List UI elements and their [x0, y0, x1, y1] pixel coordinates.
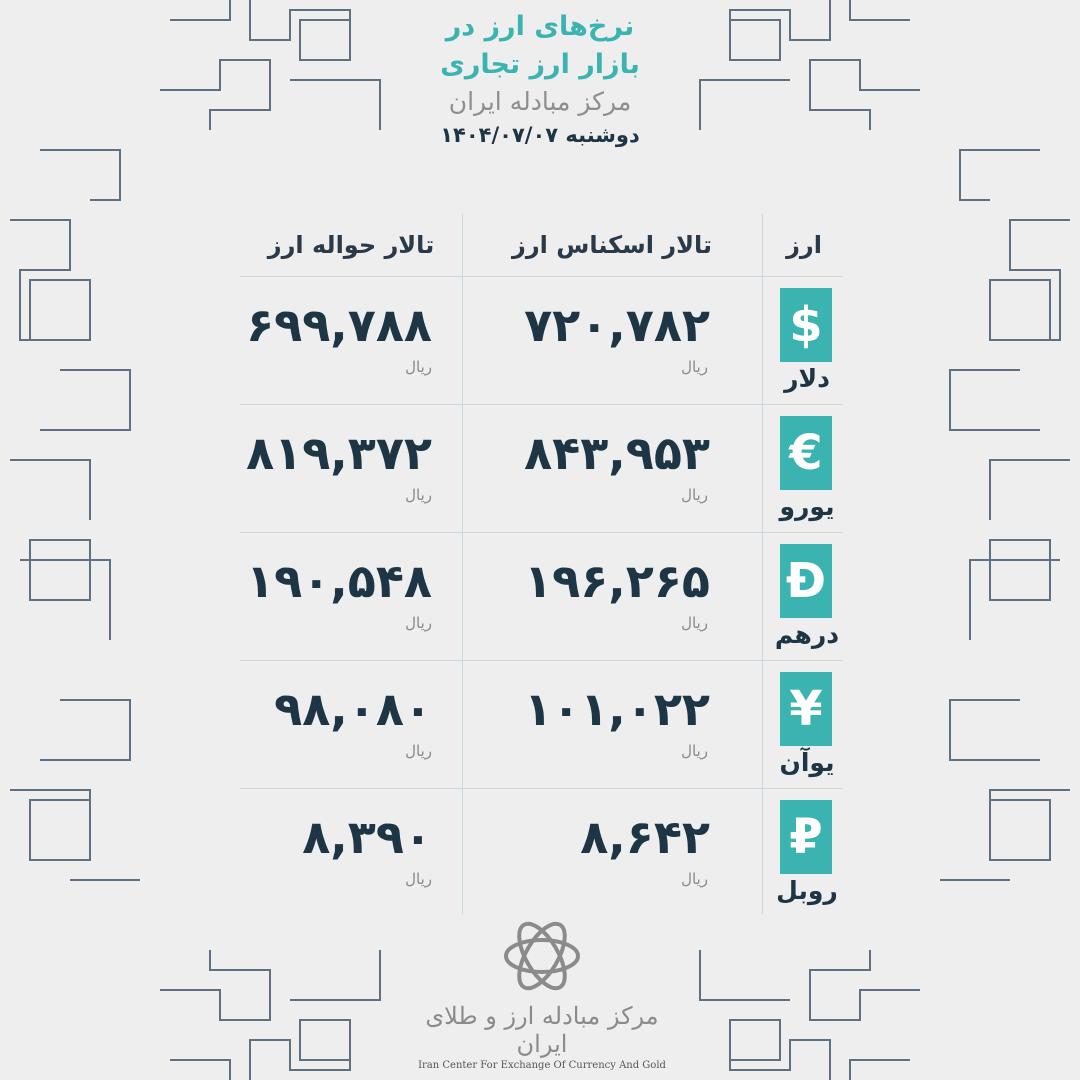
table-row	[240, 792, 842, 920]
rates-table	[240, 214, 842, 914]
remittance-rate: ۹۸,۰۸۰	[274, 682, 432, 736]
currency-name: دلار	[784, 364, 830, 393]
banknote-rate: ۸,۶۴۲	[580, 810, 710, 864]
logo-mark-icon	[497, 914, 587, 998]
remittance-rate: ۶۹۹,۷۸۸	[246, 298, 432, 352]
column-header-banknote-hall: تالار اسکناس ارز	[512, 231, 712, 259]
remittance-rate: ۸,۳۹۰	[302, 810, 432, 864]
table-row	[240, 536, 842, 664]
title-line-2: بازار ارز تجاری	[440, 49, 640, 80]
rial-unit: ریال	[681, 870, 708, 888]
rial-unit: ریال	[405, 358, 432, 376]
header	[380, 8, 700, 150]
rial-unit: ریال	[405, 614, 432, 632]
title-line-1: نرخ‌های ارز در	[445, 11, 635, 42]
dollar-icon: $	[780, 288, 832, 362]
currency-name: یوآن	[779, 748, 835, 777]
rial-unit: ریال	[681, 742, 708, 760]
currency-name: روبل	[776, 876, 838, 905]
remittance-rate: ۸۱۹,۳۷۲	[246, 426, 432, 480]
table-row	[240, 280, 842, 408]
top-left-ornament	[150, 0, 390, 140]
column-header-remittance-hall: تالار حواله ارز	[267, 231, 435, 259]
rial-unit: ریال	[681, 358, 708, 376]
remittance-rate: ۱۹۰,۵۴۸	[246, 554, 432, 608]
ruble-icon: ₽	[780, 800, 832, 874]
rial-unit: ریال	[681, 486, 708, 504]
currency-name: درهم	[774, 620, 840, 649]
table-row	[240, 664, 842, 792]
rial-unit: ریال	[405, 870, 432, 888]
subtitle: مرکز مبادله ایران	[448, 87, 632, 116]
banknote-rate: ۷۲۰,۷۸۲	[524, 298, 710, 352]
rial-unit: ریال	[405, 742, 432, 760]
right-ornament	[930, 140, 1080, 920]
table-row	[240, 408, 842, 536]
yuan-icon: ¥	[780, 672, 832, 746]
top-right-ornament	[690, 0, 930, 140]
banknote-rate: ۱۰۱,۰۲۲	[524, 682, 710, 736]
logo-text-en: Iran Center For Exchange Of Currency And Gold	[418, 1060, 666, 1071]
row-divider	[240, 276, 842, 277]
bottom-right-ornament	[680, 940, 930, 1080]
date: دوشنبه ۱۴۰۴/۰۷/۰۷	[440, 123, 640, 147]
rial-unit: ریال	[405, 486, 432, 504]
currency-name: یورو	[779, 492, 835, 521]
bottom-left-ornament	[150, 940, 400, 1080]
rial-unit: ریال	[681, 614, 708, 632]
left-ornament	[0, 140, 150, 920]
logo	[410, 914, 674, 1070]
dirham-icon: Đ	[780, 544, 832, 618]
column-header-currency: ارز	[786, 231, 822, 259]
logo-text-fa: مرکز مبادله ارز و طلای ایران	[425, 1002, 659, 1058]
banknote-rate: ۱۹۶,۲۶۵	[524, 554, 710, 608]
banknote-rate: ۸۴۳,۹۵۳	[524, 426, 710, 480]
euro-icon: €	[780, 416, 832, 490]
